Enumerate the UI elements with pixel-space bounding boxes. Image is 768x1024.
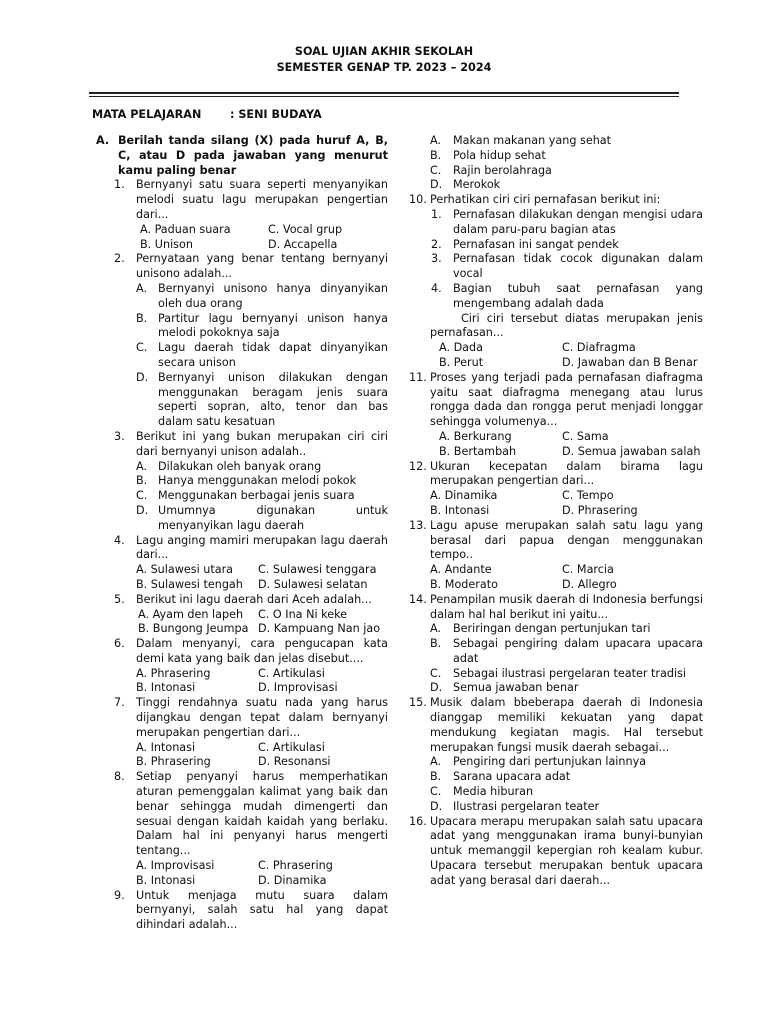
option-marker: A. bbox=[136, 281, 148, 295]
option-d[interactable]: D. Jawaban dan B Benar bbox=[562, 355, 698, 369]
option-row bbox=[409, 578, 703, 593]
option-row bbox=[409, 445, 703, 460]
option-c[interactable]: C. Artikulasi bbox=[258, 666, 325, 680]
question-7 bbox=[96, 696, 388, 740]
option-d[interactable]: D. Semua jawaban salah bbox=[562, 444, 701, 458]
option-d[interactable] bbox=[409, 800, 703, 815]
question-text: Proses yang terjadi pada pernafasan diafragma yaitu saat diafragma menegang atau lurus rongga dada dan rongga perut menjadi longgar sehingga volumenya... bbox=[430, 370, 703, 429]
subject-value: : SENI BUDAYA bbox=[230, 108, 322, 121]
option-d[interactable]: D. Resonansi bbox=[258, 755, 331, 769]
question-number: 16. bbox=[409, 814, 427, 828]
option-d[interactable] bbox=[409, 178, 703, 193]
section-instruction bbox=[96, 134, 388, 178]
question-text: Bernyanyi satu suara seperti menyanyikan melodi suatu lagu merupakan pengertian dari... bbox=[136, 178, 388, 221]
option-row bbox=[96, 681, 388, 696]
subject-line bbox=[92, 108, 322, 123]
option-a[interactable]: A. Improvisasi bbox=[136, 859, 215, 873]
option-a[interactable]: A. Sulawesi utara bbox=[136, 563, 234, 577]
option-b[interactable]: B. Moderato bbox=[430, 577, 498, 591]
option-row bbox=[96, 667, 388, 682]
option-b[interactable]: B. Bertambah bbox=[439, 444, 517, 458]
exam-semester: SEMESTER GENAP TP. 2023 – 2024 bbox=[276, 60, 492, 74]
option-marker: D. bbox=[136, 370, 149, 384]
option-row bbox=[96, 741, 388, 756]
statement-4 bbox=[409, 282, 703, 312]
question-6 bbox=[96, 637, 388, 667]
option-text: Beriringan dengan pertunjukan tari bbox=[453, 622, 651, 636]
question-number: 15. bbox=[409, 696, 427, 710]
statement-text: Bagian tubuh saat pernafasan yang mengembang adalah dada bbox=[453, 281, 703, 310]
option-marker: B. bbox=[136, 311, 148, 325]
option-text: Pengiring dari pertunjukan lainnya bbox=[453, 755, 647, 769]
option-a[interactable]: A. Ayam den lapeh bbox=[138, 607, 244, 621]
option-b[interactable] bbox=[96, 312, 388, 342]
option-text: Lagu daerah tidak dapat dinyanyikan secara unison bbox=[158, 341, 388, 369]
option-row bbox=[409, 489, 703, 504]
question-2 bbox=[96, 252, 388, 282]
header-rule-thick bbox=[89, 92, 679, 94]
question-followup: Ciri ciri tersebut diatas merupakan jenis pernafasan... bbox=[430, 311, 703, 340]
option-b[interactable]: B. Sulawesi tengah bbox=[136, 577, 243, 591]
question-number: 2. bbox=[114, 252, 125, 266]
option-c[interactable]: C. Marcia bbox=[562, 563, 614, 577]
option-c[interactable] bbox=[409, 667, 703, 682]
option-a[interactable]: A. Dada bbox=[439, 341, 483, 355]
option-text: Semua jawaban benar bbox=[453, 681, 579, 695]
question-10 bbox=[409, 193, 703, 208]
option-b[interactable] bbox=[409, 149, 703, 164]
option-row bbox=[409, 356, 703, 371]
question-number: 10. bbox=[409, 193, 427, 207]
option-d[interactable]: D. Improvisasi bbox=[258, 681, 338, 695]
option-row bbox=[409, 504, 703, 519]
exam-title: SOAL UJIAN AKHIR SEKOLAH bbox=[294, 45, 474, 58]
option-text: Dilakukan oleh banyak orang bbox=[158, 459, 322, 473]
option-d[interactable]: D. Accapella bbox=[268, 237, 338, 251]
option-c[interactable] bbox=[96, 341, 388, 371]
option-c[interactable]: C. Sama bbox=[562, 429, 609, 443]
option-a[interactable] bbox=[96, 460, 388, 475]
option-a[interactable]: A. Intonasi bbox=[136, 740, 196, 754]
subject-label: MATA PELAJARAN bbox=[92, 108, 202, 121]
option-marker: D. bbox=[430, 681, 443, 695]
option-row bbox=[96, 755, 388, 770]
question-number: 12. bbox=[409, 459, 427, 473]
option-row bbox=[96, 238, 388, 253]
question-15 bbox=[409, 696, 703, 755]
question-text: Penampilan musik daerah di Indonesia berfungsi dalam hal hal berikut ini yaitu... bbox=[430, 592, 703, 621]
question-number: 1. bbox=[114, 178, 125, 192]
option-marker: D. bbox=[136, 503, 149, 517]
option-b[interactable]: B. Intonasi bbox=[136, 681, 196, 695]
option-marker: B. bbox=[136, 474, 148, 488]
left-column bbox=[96, 134, 388, 933]
option-row bbox=[96, 563, 388, 578]
option-text: Bernyanyi unison dilakukan dengan menggunakan beragam jenis suara seperti sopran, alto, tenor dan bas dalam satu kesatuan bbox=[158, 370, 388, 429]
option-a[interactable]: A. Dinamika bbox=[430, 489, 498, 503]
instruction-text: Berilah tanda silang (X) pada huruf A, B, C, atau D pada jawaban yang menurut kamu paling benar bbox=[118, 134, 388, 177]
question-text: Musik dalam bbeberapa daerah di Indonesia dianggap memiliki kekuatan yang dapat mendukung kegiatan magis. Hal tersebut merupakan fungsi musik daerah sebagai... bbox=[430, 696, 703, 754]
option-d[interactable] bbox=[96, 371, 388, 430]
option-text: Sarana upacara adat bbox=[453, 770, 571, 784]
question-number: 5. bbox=[114, 592, 125, 606]
option-marker: C. bbox=[430, 666, 442, 680]
option-text: Pola hidup sehat bbox=[453, 148, 546, 162]
option-c[interactable]: C. Phrasering bbox=[258, 859, 333, 873]
option-marker: C. bbox=[136, 489, 148, 503]
question-text: Upacara merapu merupakan salah satu upacara adat yang menggunakan irama bunyi-bunyian untuk memanggil kepergian roh kealam kubur. Upacara tersebut merupakan bentuk upacara adat yang berasal dari daerah... bbox=[430, 814, 703, 887]
header-rule-thin bbox=[89, 96, 679, 97]
option-text: Merokok bbox=[453, 178, 501, 192]
option-text: Bernyanyi unisono hanya dinyanyikan oleh dua orang bbox=[158, 281, 388, 310]
statement-3 bbox=[409, 252, 703, 282]
option-b[interactable]: B. Phrasering bbox=[136, 755, 211, 769]
option-c[interactable]: C. Diafragma bbox=[562, 341, 636, 355]
statement-text: Pernafasan tidak cocok digunakan dalam vocal bbox=[453, 252, 703, 281]
option-a[interactable] bbox=[409, 134, 703, 149]
statement-marker: 2. bbox=[431, 237, 442, 251]
option-d[interactable]: D. Phrasering bbox=[562, 503, 638, 517]
option-c[interactable]: C. Artikulasi bbox=[258, 740, 325, 754]
option-c[interactable]: C. Sulawesi tenggara bbox=[258, 563, 377, 577]
option-c[interactable] bbox=[96, 489, 388, 504]
option-row bbox=[96, 608, 388, 623]
option-marker: A. bbox=[430, 134, 442, 147]
question-number: 8. bbox=[114, 770, 125, 784]
question-number: 11. bbox=[409, 370, 427, 384]
option-b[interactable]: B. Perut bbox=[439, 355, 484, 369]
option-text: Media hiburan bbox=[453, 785, 534, 799]
question-number: 13. bbox=[409, 518, 427, 532]
question-text: Setiap penyanyi harus memperhatikan aturan pemenggalan kalimat yang baik dan benar sehingga mudah dimengerti dan sesuai dengan kaidah kaidah yang berlaku. Dalam hal ini penyanyi harus mengerti tentang... bbox=[136, 770, 388, 858]
option-row bbox=[409, 430, 703, 445]
option-marker: B. bbox=[430, 637, 442, 651]
option-marker: D. bbox=[430, 178, 443, 192]
question-number: 9. bbox=[114, 888, 125, 902]
option-a[interactable] bbox=[409, 622, 703, 637]
statement-2 bbox=[409, 238, 703, 253]
question-8 bbox=[96, 770, 388, 859]
option-a[interactable]: A. Berkurang bbox=[439, 429, 512, 443]
option-marker: C. bbox=[136, 341, 148, 355]
option-marker: B. bbox=[430, 770, 442, 784]
question-16 bbox=[409, 815, 703, 889]
option-c[interactable] bbox=[409, 164, 703, 179]
question-text: Tinggi rendahnya suatu nada yang harus dijangkau dengan tepat dalam bernyanyi merupakan pengertian dari... bbox=[136, 696, 388, 739]
option-row bbox=[409, 563, 703, 578]
statement-marker: 1. bbox=[431, 207, 442, 221]
exam-header bbox=[0, 44, 768, 75]
option-row bbox=[409, 341, 703, 356]
question-9 bbox=[96, 889, 388, 933]
question-number: 6. bbox=[114, 637, 125, 651]
option-b[interactable] bbox=[409, 637, 703, 667]
option-text: Partitur lagu bernyanyi unison hanya melodi pokoknya saja bbox=[158, 311, 388, 340]
option-b[interactable] bbox=[96, 474, 388, 489]
option-row bbox=[96, 578, 388, 593]
option-a[interactable]: A. Phrasering bbox=[136, 666, 211, 680]
option-text: Umumnya digunakan untuk menyanyikan lagu daerah bbox=[158, 503, 388, 532]
option-marker: B. bbox=[430, 148, 442, 162]
statement-text: Pernafasan dilakukan dengan mengisi udara dalam paru-paru bagian atas bbox=[453, 207, 703, 236]
option-d[interactable]: D. Sulawesi selatan bbox=[258, 577, 368, 591]
statement-text: Pernafasan ini sangat pendek bbox=[453, 237, 619, 251]
option-a[interactable]: A. Paduan suara bbox=[140, 222, 231, 236]
option-d[interactable] bbox=[96, 504, 388, 534]
option-marker: A. bbox=[430, 622, 442, 636]
option-marker: A. bbox=[136, 459, 148, 473]
option-row bbox=[96, 859, 388, 874]
option-text: Rajin berolahraga bbox=[453, 163, 552, 177]
option-b[interactable]: B. Intonasi bbox=[136, 873, 196, 887]
option-text: Ilustrasi pergelaran teater bbox=[453, 799, 600, 813]
option-c[interactable] bbox=[409, 785, 703, 800]
option-b[interactable]: B. Intonasi bbox=[430, 503, 490, 517]
statement-1 bbox=[409, 208, 703, 238]
option-d[interactable] bbox=[409, 681, 703, 696]
statement-marker: 4. bbox=[431, 281, 442, 295]
option-row bbox=[96, 622, 388, 637]
option-row bbox=[96, 223, 388, 238]
question-number: 14. bbox=[409, 592, 427, 606]
option-d[interactable]: D. Allegro bbox=[562, 577, 617, 591]
option-b[interactable] bbox=[409, 770, 703, 785]
question-text: Lagu anging mamiri merupakan lagu daerah dari... bbox=[136, 533, 388, 562]
question-3 bbox=[96, 430, 388, 460]
question-number: 4. bbox=[114, 533, 125, 547]
question-text: Berikut ini yang bukan merupakan ciri ciri dari bernyanyi unison adalah.. bbox=[136, 429, 388, 458]
option-text: Sebagai ilustrasi pergelaran teater tradisi bbox=[453, 666, 687, 680]
option-c[interactable]: C. O Ina Ni keke bbox=[258, 607, 348, 621]
option-text: Hanya menggunakan melodi pokok bbox=[158, 474, 357, 488]
option-text: Makan makanan yang sehat bbox=[453, 134, 612, 147]
question-text: Dalam menyanyi, cara pengucapan kata demi kata yang baik dan jelas disebut.... bbox=[136, 637, 388, 665]
option-c[interactable]: C. Tempo bbox=[562, 489, 614, 503]
option-d[interactable]: D. Dinamika bbox=[258, 873, 327, 887]
option-a[interactable] bbox=[409, 755, 703, 770]
right-column bbox=[409, 134, 703, 889]
question-text: Berikut ini lagu daerah dari Aceh adalah... bbox=[136, 592, 372, 606]
question-4 bbox=[96, 534, 388, 564]
option-a[interactable]: A. Andante bbox=[430, 563, 492, 577]
option-text: Menggunakan berbagai jenis suara bbox=[158, 489, 355, 503]
question-text: Ukuran kecepatan dalam birama lagu merupakan pengertian dari... bbox=[430, 459, 703, 488]
question-12 bbox=[409, 460, 703, 490]
question-number: 7. bbox=[114, 696, 125, 710]
question-text: Pernyataan yang benar tentang bernyanyi unisono adalah... bbox=[136, 252, 388, 281]
option-a[interactable] bbox=[96, 282, 388, 312]
question-5 bbox=[96, 593, 388, 608]
question-14 bbox=[409, 593, 703, 623]
option-marker: C. bbox=[430, 785, 442, 799]
option-marker: D. bbox=[430, 799, 443, 813]
option-marker: A. bbox=[430, 755, 442, 769]
question-1 bbox=[96, 178, 388, 222]
question-11 bbox=[409, 371, 703, 430]
question-text: Untuk menjaga mutu suara dalam bernyanyi, salah satu hal yang dapat dihindari adalah... bbox=[136, 888, 388, 932]
question-text: Perhatikan ciri ciri pernafasan berikut ini: bbox=[430, 193, 661, 207]
question-13 bbox=[409, 519, 703, 563]
question-text: Lagu apuse merupakan salah satu lagu yang berasal dari papua dengan menggunakan tempo.. bbox=[430, 518, 703, 562]
option-b[interactable]: B. Bungong Jeumpa bbox=[138, 622, 249, 636]
section-marker: A. bbox=[96, 134, 110, 147]
option-row bbox=[96, 874, 388, 889]
option-d[interactable]: D. Kampuang Nan jao bbox=[258, 622, 381, 636]
question-number: 3. bbox=[114, 429, 125, 443]
statement-marker: 3. bbox=[431, 252, 442, 266]
option-b[interactable]: B. Unison bbox=[140, 237, 193, 251]
option-c[interactable]: C. Vocal grup bbox=[268, 222, 343, 236]
option-marker: C. bbox=[430, 163, 442, 177]
option-text: Sebagai pengiring dalam upacara upacara adat bbox=[453, 637, 703, 665]
